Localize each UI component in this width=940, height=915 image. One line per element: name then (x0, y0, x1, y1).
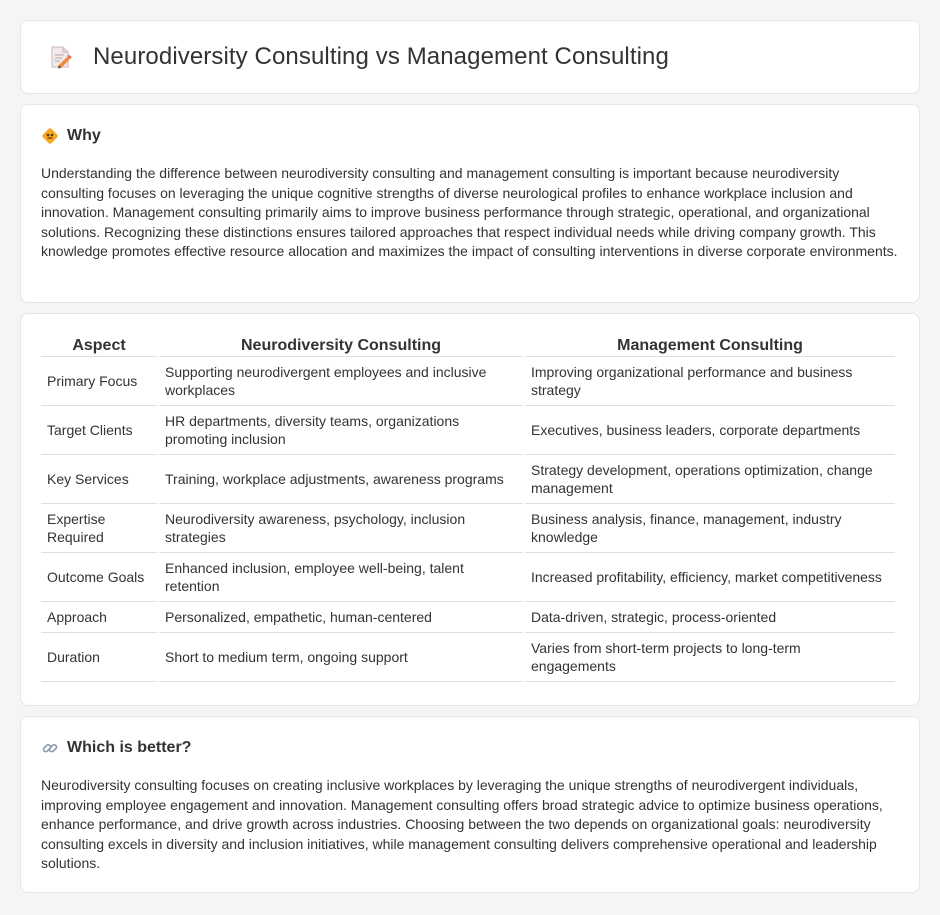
row-management: Data-driven, strategic, process-oriented (525, 602, 895, 633)
link-icon (41, 739, 59, 757)
better-heading-label: Which is better? (67, 739, 192, 756)
table-row (41, 504, 895, 553)
table-row (41, 455, 895, 504)
table-row (41, 602, 895, 633)
row-neurodiversity: HR departments, diversity teams, organizations promoting inclusion (159, 406, 523, 455)
better-heading (41, 739, 899, 757)
comparison-table (39, 332, 897, 682)
row-neurodiversity: Short to medium term, ongoing support (159, 633, 523, 682)
table-row (41, 406, 895, 455)
which-is-better-section (20, 716, 920, 893)
row-management: Executives, business leaders, corporate departments (525, 406, 895, 455)
header-aspect: Aspect (41, 332, 157, 357)
why-heading-label: Why (67, 127, 101, 144)
row-aspect: Primary Focus (41, 357, 157, 406)
table-row (41, 357, 895, 406)
row-neurodiversity: Training, workplace adjustments, awareness programs (159, 455, 523, 504)
document-pencil-icon (47, 44, 73, 70)
why-section (20, 104, 920, 303)
row-management: Strategy development, operations optimization, change management (525, 455, 895, 504)
header-neurodiversity: Neurodiversity Consulting (159, 332, 523, 357)
row-management: Varies from short-term projects to long-term engagements (525, 633, 895, 682)
table-row (41, 553, 895, 602)
row-aspect: Outcome Goals (41, 553, 157, 602)
why-heading (41, 127, 899, 145)
row-neurodiversity: Supporting neurodivergent employees and inclusive workplaces (159, 357, 523, 406)
row-management: Improving organizational performance and business strategy (525, 357, 895, 406)
row-neurodiversity: Enhanced inclusion, employee well-being, talent retention (159, 553, 523, 602)
page-title: Neurodiversity Consulting vs Management Consulting (93, 43, 669, 70)
header-management: Management Consulting (525, 332, 895, 357)
row-aspect: Key Services (41, 455, 157, 504)
header-card (20, 20, 920, 94)
row-aspect: Duration (41, 633, 157, 682)
comparison-section (20, 313, 920, 706)
row-neurodiversity: Personalized, empathetic, human-centered (159, 602, 523, 633)
row-management: Business analysis, finance, management, industry knowledge (525, 504, 895, 553)
row-aspect: Target Clients (41, 406, 157, 455)
table-row (41, 633, 895, 682)
better-text: Neurodiversity consulting focuses on creating inclusive workplaces by leveraging the unique strengths of neurodivergent individuals, improving employee engagement and innovation. Management consulting offers broad strategic advice to optimize business operations, enhance performance, and drive growth across industries. Choosing between the two depends on organizational goals: neurodiversity consulting excels in diversity and inclusion initiatives, while management consulting delivers comprehensive operational and leadership solutions. (41, 777, 883, 871)
table-header-row (41, 332, 895, 357)
row-management: Increased profitability, efficiency, market competitiveness (525, 553, 895, 602)
row-aspect: Expertise Required (41, 504, 157, 553)
row-aspect: Approach (41, 602, 157, 633)
diamond-sign-icon (41, 127, 59, 145)
row-neurodiversity: Neurodiversity awareness, psychology, inclusion strategies (159, 504, 523, 553)
why-text: Understanding the difference between neurodiversity consulting and management consulting is important because neurodiversity consulting focuses on leveraging the unique cognitive strengths of diverse neurological profiles to enhance workplace inclusion and innovation. Management consulting primarily aims to improve business performance through strategic, operational, and organizational solutions. Recognizing these distinctions ensures tailored approaches that respect individual needs while driving company growth. This knowledge promotes effective resource allocation and maximizes the impact of consulting interventions in diverse corporate environments. (41, 165, 898, 259)
